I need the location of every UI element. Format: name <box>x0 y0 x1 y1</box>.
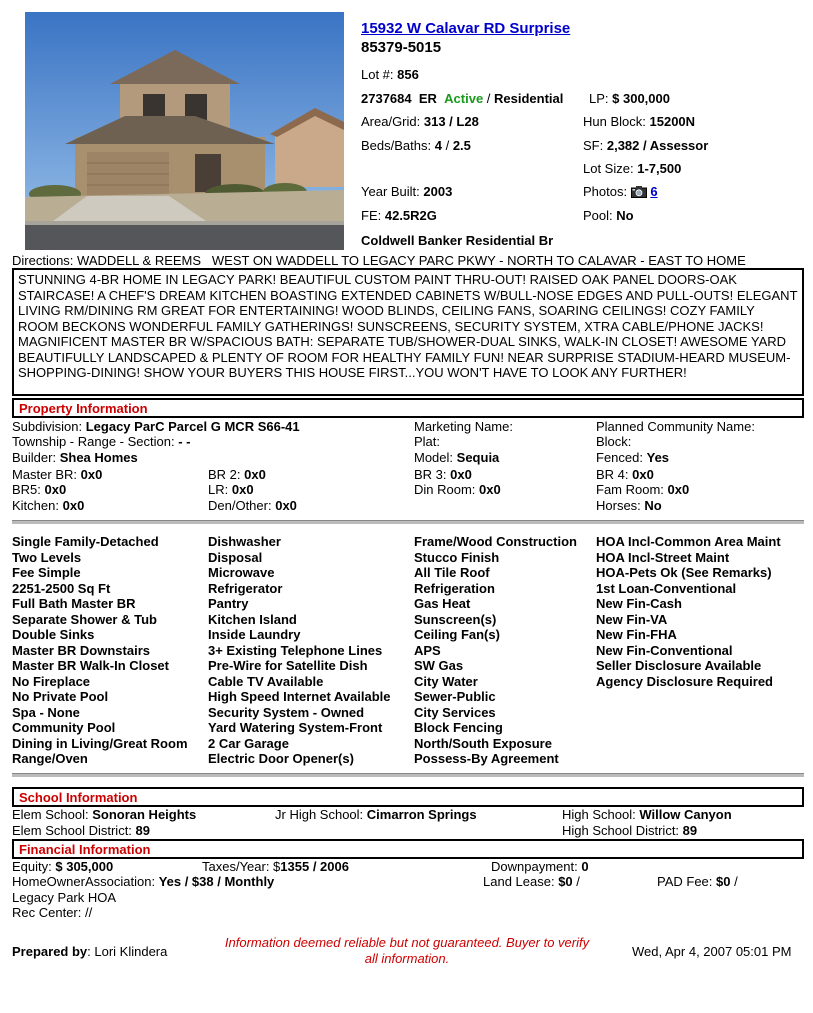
downpayment <box>491 859 589 874</box>
feature-item: Yard Watering System-Front <box>208 720 383 735</box>
sf-value: 2,382 / Assessor <box>606 138 709 153</box>
school-info-title: School Information <box>19 790 138 805</box>
hoa-label: HomeOwnerAssociation: <box>12 874 156 889</box>
photos-label: Photos: <box>583 184 628 199</box>
lot-size-label: Lot Size: <box>583 161 634 176</box>
feature-item: 2 Car Garage <box>208 735 289 751</box>
room-kitchen <box>12 498 84 513</box>
lot-value: 856 <box>397 67 419 82</box>
feature-item: Disposal <box>208 549 263 565</box>
master-br-label: Master BR: <box>12 467 78 482</box>
high-school-value: Willow Canyon <box>639 807 732 822</box>
feature-item: Possess-By Agreement <box>414 751 559 766</box>
hun-value: 15200N <box>649 114 696 129</box>
marketing-name: Marketing Name: <box>414 419 513 434</box>
feature-item: APS <box>414 642 441 658</box>
feature-item: HOA Incl-Common Area Maint <box>596 534 781 549</box>
feature-item: SW Gas <box>414 658 464 673</box>
jr-high-value: Cimarron Springs <box>366 807 477 822</box>
rec-center <box>12 905 92 920</box>
disclaimer: Information deemed reliable but not guaranteed. Buyer to verify all information. <box>224 935 590 966</box>
area-value: 313 / L28 <box>423 114 479 129</box>
feature-item: Sewer-Public <box>414 689 496 704</box>
subdivision-value: Legacy ParC Parcel G MCR S66-41 <box>85 419 300 434</box>
township <box>12 434 191 449</box>
fe <box>361 208 437 223</box>
block: Block: <box>596 434 632 449</box>
feature-item: All Tile Roof <box>414 565 490 580</box>
land-lease-value: $0 <box>558 874 573 889</box>
feature-item: Range/Oven <box>12 751 88 766</box>
baths-value: 2.5 <box>452 138 471 153</box>
feature-item: North/South Exposure <box>414 735 552 751</box>
room-br5 <box>12 482 66 497</box>
builder-value: Shea Homes <box>59 450 138 465</box>
directions-text: WADDELL & REEMS WEST ON WADDELL TO LEGACY PARC PKWY - NORTH TO CALAVAR - EAST TO HOME <box>77 253 746 268</box>
house-photo[interactable] <box>25 12 344 250</box>
feature-item: Electric Door Opener(s) <box>208 751 354 766</box>
builder <box>12 450 138 465</box>
fam-value: 0x0 <box>667 482 690 497</box>
list-price-value: $ 300,000 <box>612 91 670 106</box>
property-info-title: Property Information <box>19 401 148 416</box>
feature-item: Agency Disclosure Required <box>596 673 773 689</box>
feature-item: Master BR Walk-In Closet <box>12 658 169 673</box>
feature-item: 1st Loan-Conventional <box>596 580 737 596</box>
elem-school-value: Sonoran Heights <box>92 807 197 822</box>
status-line <box>361 91 563 106</box>
hun-block <box>583 114 695 129</box>
er-flag: ER <box>418 91 437 106</box>
feature-item: Stucco Finish <box>414 549 500 565</box>
feature-item: No Private Pool <box>12 689 109 704</box>
taxes <box>202 859 349 874</box>
hun-label: Hun Block: <box>583 114 646 129</box>
directions <box>12 253 746 268</box>
feature-item: High Speed Internet Available <box>208 689 391 704</box>
status-separator: / <box>483 91 495 106</box>
feature-item: Spa - None <box>12 704 80 720</box>
divider <box>12 520 804 524</box>
hoa-name: Legacy Park HOA <box>12 890 117 905</box>
equity <box>12 859 113 874</box>
feature-item: Refrigerator <box>208 580 283 596</box>
feature-item: Microwave <box>208 565 275 580</box>
horses-value: No <box>644 498 662 513</box>
lot-size <box>583 161 681 176</box>
equity-label: Equity: <box>12 859 52 874</box>
township-label: Township - Range - Section: <box>12 434 175 449</box>
elem-school <box>12 807 196 822</box>
feature-item: 2251-2500 Sq Ft <box>12 580 111 596</box>
room-br2 <box>208 467 266 482</box>
directions-label: Directions: <box>12 253 74 268</box>
feature-item: Dining in Living/Great Room <box>12 735 188 751</box>
pad-fee-value: $0 <box>716 874 731 889</box>
list-price-label: LP: <box>589 91 609 106</box>
horses-label: Horses: <box>596 498 641 513</box>
feature-item: Kitchen Island <box>208 611 297 627</box>
high-school <box>562 807 732 822</box>
camera-icon[interactable] <box>631 185 647 201</box>
kitchen-label: Kitchen: <box>12 498 59 513</box>
fenced-label: Fenced: <box>596 450 643 465</box>
lr-value: 0x0 <box>231 482 254 497</box>
room-din <box>414 482 501 497</box>
pool <box>583 208 634 223</box>
year-label: Year Built: <box>361 184 420 199</box>
feature-item: Two Levels <box>12 549 82 565</box>
elem-school-label: Elem School: <box>12 807 89 822</box>
den-value: 0x0 <box>275 498 297 513</box>
br2-label: BR 2: <box>208 467 241 482</box>
high-district-value: 89 <box>682 823 698 838</box>
subdivision <box>12 419 300 434</box>
br5-label: BR5: <box>12 482 41 497</box>
feature-item: Separate Shower & Tub <box>12 611 157 627</box>
prepared-by <box>12 944 167 959</box>
room-fam <box>596 482 689 497</box>
prepared-by-label: Prepared by <box>12 944 88 959</box>
feature-item: Pantry <box>208 596 249 611</box>
feature-item: Ceiling Fan(s) <box>414 627 500 642</box>
features-col-4 <box>596 534 781 689</box>
feature-item: Frame/Wood Construction <box>414 534 577 549</box>
feature-item: Full Bath Master BR <box>12 596 136 611</box>
public-remarks: STUNNING 4-BR HOME IN LEGACY PARK! BEAUTIFUL CUSTOM PAINT THRU-OUT! RAISED OAK PANEL DOORS-OAK STAIRCASE! A CHEF'S DREAM KITCHEN BOASTING EXTENDED CABINETS W/BULL-NOSE EDGES AND PULL-OUTS! ELEGANT LIVING RM/DINING RM GREAT FOR ENTERTAINING! WOOD BLINDS, CEILING FANS, SOARING CEILINGS! COZY FAMILY ROOM BECKONS WONDERFUL FAMILY GATHERINGS! SUNSCREENS, SECURITY SYSTEM, XTRA CABLE/PHONE JACKS! MAGNIFICENT MASTER BR W/SPACIOUS BATH: SEPARATE TUB/SHOWER-DUAL SINKS, WALK-IN CLOSET! AWESOME YARD BEAUTIFULLY LANDSCAPED & PLENTY OF ROOM FOR HEALTHY FAMILY FUN! NEAR SURPRISE STADIUM-HEARD MUSEUM-SHOPPING-DINING! SHOW YOUR BUYERS THIS HOUSE FIRST...YOU WON'T HAVE TO LOOK ANY FURTHER! <box>12 268 804 396</box>
fam-label: Fam Room: <box>596 482 664 497</box>
lot-label: Lot #: <box>361 67 394 82</box>
hoa <box>12 874 274 889</box>
feature-item: City Services <box>414 704 496 720</box>
township-value: - - <box>178 434 191 449</box>
high-district <box>562 823 697 838</box>
br3-value: 0x0 <box>450 467 472 482</box>
fe-label: FE: <box>361 208 382 223</box>
high-district-label: High School District: <box>562 823 680 838</box>
room-lr <box>208 482 254 497</box>
land-lease-label: Land Lease: <box>483 874 555 889</box>
pad-fee-label: PAD Fee: <box>657 874 713 889</box>
jr-high-label: Jr High School: <box>275 807 364 822</box>
plat: Plat: <box>414 434 441 449</box>
divider <box>12 773 804 777</box>
pool-label: Pool: <box>583 208 613 223</box>
zip-code: 85379-5015 <box>361 39 442 56</box>
high-school-label: High School: <box>562 807 636 822</box>
square-feet <box>583 138 708 153</box>
planned-community: Planned Community Name: <box>596 419 755 434</box>
feature-item: HOA Incl-Street Maint <box>596 549 730 565</box>
room-den <box>208 498 297 513</box>
financial-info-title: Financial Information <box>19 842 151 857</box>
den-label: Den/Other: <box>208 498 272 513</box>
feature-item: Single Family-Detached <box>12 534 159 549</box>
model <box>414 450 499 465</box>
taxes-label: Taxes/Year: $ <box>202 859 281 874</box>
fe-value: 42.5R2G <box>384 208 437 223</box>
prepared-by-value: : Lori Klindera <box>87 944 168 959</box>
land-lease-separator: / <box>572 874 580 889</box>
downpayment-label: Downpayment: <box>491 859 578 874</box>
rec-center-label: Rec Center: <box>12 905 82 920</box>
feature-item: Pre-Wire for Satellite Dish <box>208 658 368 673</box>
br2-value: 0x0 <box>244 467 266 482</box>
feature-item: Security System - Owned <box>208 704 365 720</box>
feature-item: HOA-Pets Ok (See Remarks) <box>596 565 772 580</box>
beds-value: 4 <box>434 138 442 153</box>
elem-district <box>12 823 150 838</box>
feature-item: Seller Disclosure Available <box>596 658 762 673</box>
feature-item: Master BR Downstairs <box>12 642 150 658</box>
feature-item: Community Pool <box>12 720 116 735</box>
year-built <box>361 184 452 199</box>
subdivision-label: Subdivision: <box>12 419 83 434</box>
din-label: Din Room: <box>414 482 476 497</box>
taxes-value: 1355 / 2006 <box>280 859 349 874</box>
br4-value: 0x0 <box>632 467 654 482</box>
br5-value: 0x0 <box>44 482 67 497</box>
land-lease <box>483 874 580 889</box>
area-grid <box>361 114 479 129</box>
feature-item: Dishwasher <box>208 534 281 549</box>
listing-address[interactable] <box>361 20 570 37</box>
rec-center-value: // <box>85 905 93 920</box>
feature-item: New Fin-VA <box>596 611 668 627</box>
feature-item: New Fin-Conventional <box>596 642 733 658</box>
pool-value: No <box>616 208 634 223</box>
beds-label: Beds/Baths: <box>361 138 432 153</box>
feature-item: City Water <box>414 673 478 689</box>
sf-label: SF: <box>583 138 604 153</box>
photos-link[interactable]: 6 <box>650 184 658 199</box>
br3-label: BR 3: <box>414 467 447 482</box>
builder-label: Builder: <box>12 450 57 465</box>
feature-item: Inside Laundry <box>208 627 301 642</box>
lr-label: LR: <box>208 482 229 497</box>
equity-value: $ 305,000 <box>55 859 114 874</box>
feature-item: New Fin-FHA <box>596 627 677 642</box>
listing-broker: Coldwell Banker Residential Br <box>361 233 554 248</box>
fenced-value: Yes <box>646 450 670 465</box>
list-price <box>589 91 670 106</box>
feature-item: Fee Simple <box>12 565 81 580</box>
feature-item: 3+ Existing Telephone Lines <box>208 642 383 658</box>
features-col-1 <box>12 534 188 767</box>
elem-district-value: 89 <box>135 823 151 838</box>
horses <box>596 498 662 513</box>
property-info-header <box>12 398 804 418</box>
elem-district-label: Elem School District: <box>12 823 132 838</box>
room-br4 <box>596 467 654 482</box>
feature-item: New Fin-Cash <box>596 596 682 611</box>
print-timestamp: Wed, Apr 4, 2007 05:01 PM <box>632 944 792 959</box>
br4-label: BR 4: <box>596 467 629 482</box>
din-value: 0x0 <box>479 482 501 497</box>
school-info-header <box>12 787 804 807</box>
feature-item: Block Fencing <box>414 720 503 735</box>
hoa-value: Yes / $38 / Monthly <box>158 874 275 889</box>
status-badge: Active <box>444 91 484 106</box>
room-br3 <box>414 467 472 482</box>
feature-item: Refrigeration <box>414 580 495 596</box>
financial-info-header <box>12 839 804 859</box>
master-br-value: 0x0 <box>80 467 103 482</box>
mls-number: 2737684 <box>361 91 412 106</box>
address-link[interactable]: 15932 W Calavar RD Surprise <box>361 20 571 37</box>
feature-item: Double Sinks <box>12 627 95 642</box>
year-value: 2003 <box>423 184 453 199</box>
feature-item: Sunscreen(s) <box>414 611 497 627</box>
feature-item: Cable TV Available <box>208 673 324 689</box>
model-label: Model: <box>414 450 454 465</box>
features-col-3 <box>414 534 577 767</box>
lot-number <box>361 67 419 82</box>
room-master-br <box>12 467 102 482</box>
feature-item: Gas Heat <box>414 596 471 611</box>
model-value: Sequia <box>456 450 500 465</box>
pad-fee-separator: / <box>730 874 738 889</box>
kitchen-value: 0x0 <box>62 498 85 513</box>
features-col-2 <box>208 534 391 767</box>
beds-baths: Beds/Baths: 4 / 2.5 <box>361 138 471 153</box>
fenced <box>596 450 669 465</box>
pad-fee <box>657 874 738 889</box>
lot-size-value: 1-7,500 <box>637 161 682 176</box>
area-label: Area/Grid: <box>361 114 421 129</box>
downpayment-value: 0 <box>581 859 589 874</box>
photos <box>583 184 658 201</box>
property-type: Residential <box>494 91 564 106</box>
jr-high-school <box>275 807 477 822</box>
feature-item: No Fireplace <box>12 673 91 689</box>
